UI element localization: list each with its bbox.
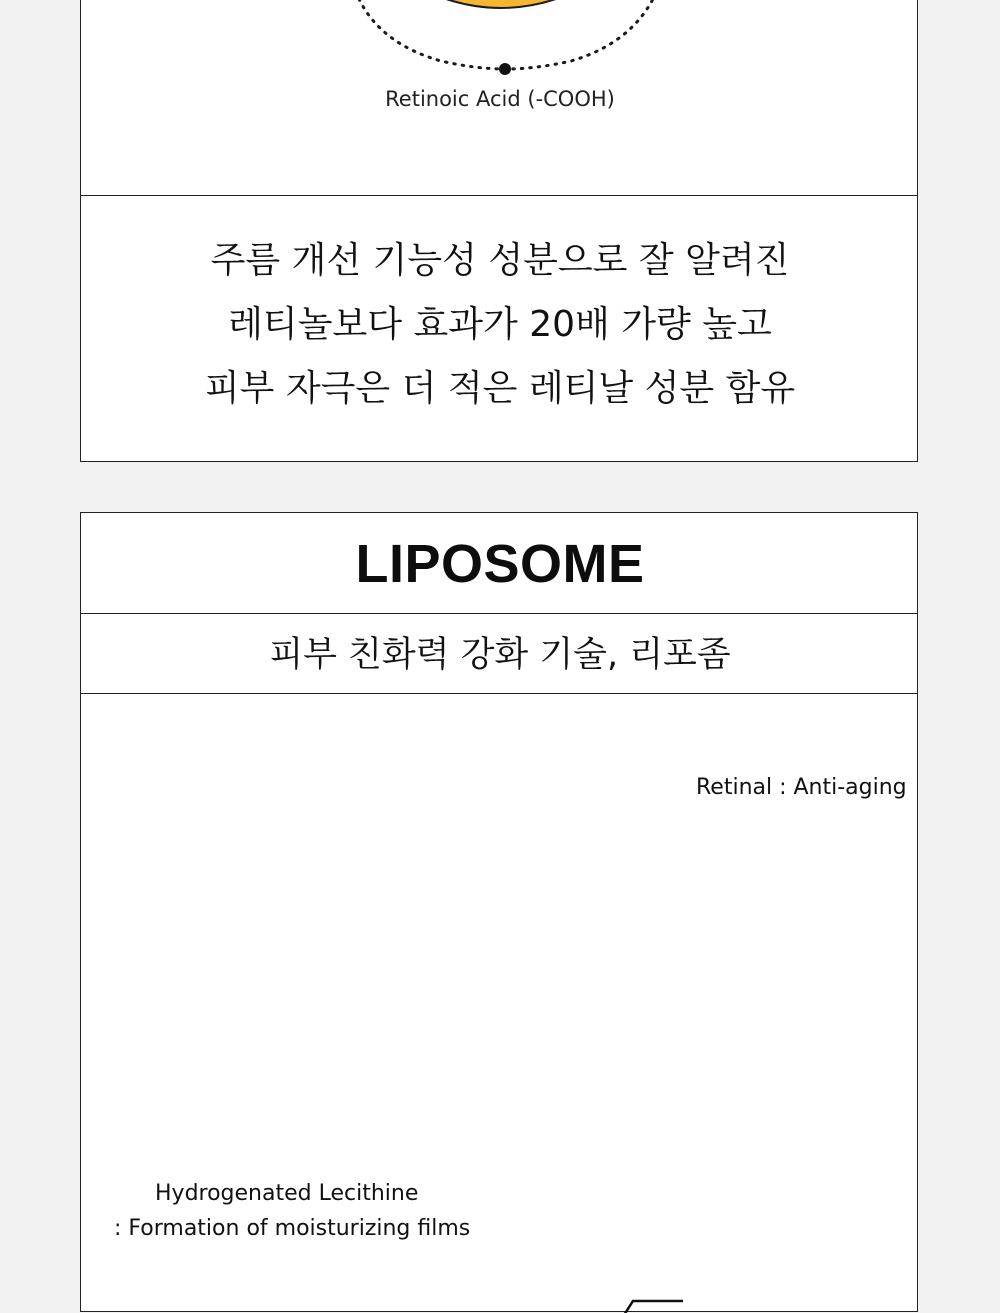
hydrogenated-lecithine-label: Hydrogenated Lecithine — [155, 1181, 419, 1206]
orbit-dot — [499, 63, 511, 75]
retinal-leader-line — [501, 1301, 683, 1313]
title-divider — [81, 613, 917, 614]
description-line: 주름 개선 기능성 성분으로 잘 알려진 — [210, 240, 790, 281]
description-line: 레티놀보다 효과가 20배 가량 높고 — [228, 304, 772, 345]
molecule-shape — [446, 0, 556, 8]
retinal-description — [81, 229, 919, 421]
liposome-card — [80, 512, 918, 1312]
retinal-card — [80, 0, 918, 462]
liposome-subtitle: 피부 친화력 강화 기술, 리포좀 — [269, 635, 731, 675]
retinoic-acid-caption: Retinoic Acid (-COOH) — [385, 87, 615, 111]
description-line: 피부 자극은 더 적은 레티날 성분 함유 — [204, 368, 796, 409]
section-divider — [81, 195, 917, 196]
liposome-title: LIPOSOME — [355, 534, 645, 594]
moisturizing-film-label: : Formation of moisturizing films — [114, 1216, 471, 1241]
retinal-label: Retinal : Anti-aging — [696, 775, 907, 800]
dotted-orbit — [359, 0, 653, 69]
